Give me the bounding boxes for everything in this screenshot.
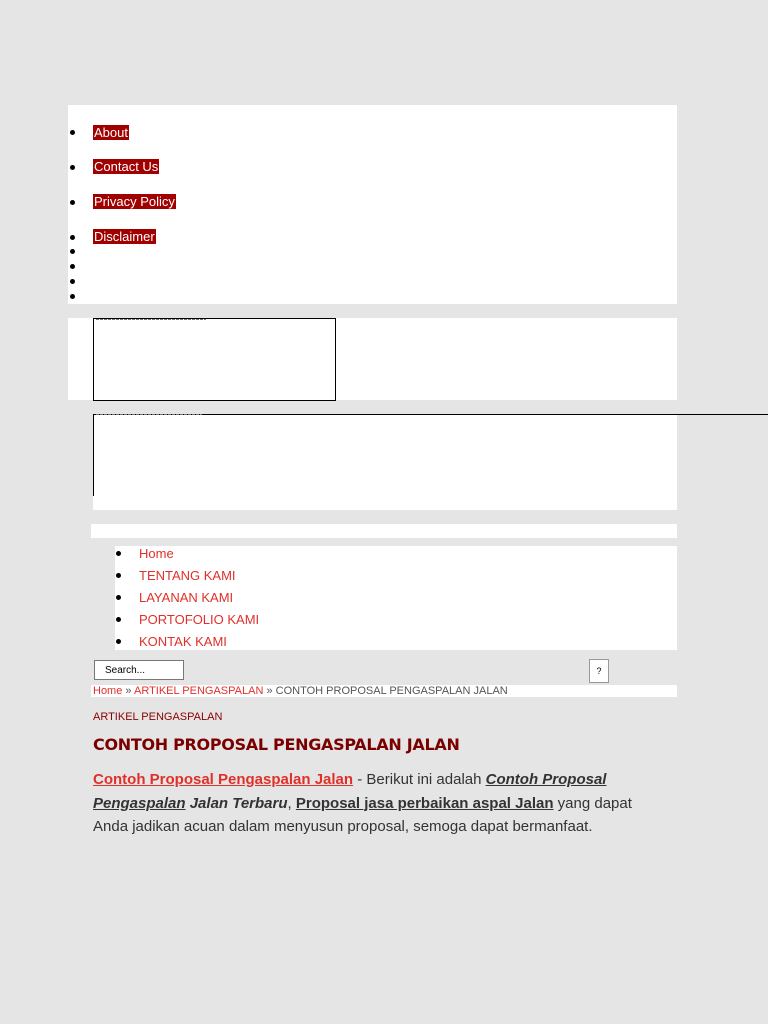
bullet-icon [70, 235, 75, 240]
top-link-about[interactable]: About [94, 125, 128, 140]
post-text: , [287, 794, 296, 812]
logo-image-caption [96, 319, 206, 320]
breadcrumb-home[interactable]: Home [93, 685, 123, 697]
post-text: yang dapat Anda jadikan acuan dalam menyusun proposal, semoga dapat bermanfaat. [93, 794, 632, 835]
site-logo-image[interactable] [93, 318, 336, 401]
header-banner-area [93, 414, 677, 510]
bullet-icon [70, 264, 75, 269]
post-inline-link[interactable]: Proposal jasa perbaikan aspal Jalan [295, 794, 554, 812]
nav-item-portofolio-kami[interactable]: PORTOFOLIO KAMI [139, 612, 260, 627]
search-button[interactable]: ? [589, 659, 609, 683]
bullet-icon [70, 200, 75, 205]
bullet-icon [70, 294, 75, 299]
post-text: - Berikut ini adalah [353, 771, 486, 788]
bullet-icon [70, 279, 75, 284]
nav-item-layanan-kami[interactable]: LAYANAN KAMI [139, 590, 234, 605]
post-title: CONTOH PROPOSAL PENGASPALAN JALAN [93, 735, 460, 754]
breadcrumb-current: CONTOH PROPOSAL PENGASPALAN JALAN [275, 685, 508, 697]
bullet-icon [70, 165, 75, 170]
search-input[interactable] [94, 660, 184, 680]
top-links-panel [68, 105, 677, 304]
post-emphasis-text: Jalan Terbaru [185, 794, 288, 812]
post-category[interactable]: ARTIKEL PENGASPALAN [93, 711, 223, 723]
bullet-icon [116, 639, 121, 644]
breadcrumb-category[interactable]: ARTIKEL PENGASPALAN [133, 685, 264, 697]
top-link-disclaimer[interactable]: Disclaimer [94, 229, 155, 244]
top-link-privacy[interactable]: Privacy Policy [94, 194, 175, 209]
menu-toggle-bar [91, 524, 677, 538]
post-lead-link[interactable]: Contoh Proposal Pengaspalan Jalan [93, 771, 354, 788]
breadcrumb-separator: » [125, 685, 132, 697]
nav-item-tentang-kami[interactable]: TENTANG KAMI [139, 568, 236, 583]
post-emphasis-link[interactable]: Contoh Proposal Pengaspalan [93, 771, 607, 812]
breadcrumb-separator: » [266, 685, 273, 697]
bullet-icon [70, 249, 75, 254]
nav-item-home[interactable]: Home [139, 546, 174, 561]
post-body [93, 768, 668, 839]
bullet-icon [116, 595, 121, 600]
breadcrumb [93, 685, 508, 697]
bullet-icon [70, 130, 75, 135]
banner-image-border [93, 414, 94, 496]
top-link-contact[interactable]: Contact Us [94, 159, 159, 174]
banner-image-caption [96, 414, 202, 415]
nav-item-kontak-kami[interactable]: KONTAK KAMI [139, 634, 227, 649]
bullet-icon [116, 573, 121, 578]
bullet-icon [116, 617, 121, 622]
bullet-icon [116, 551, 121, 556]
